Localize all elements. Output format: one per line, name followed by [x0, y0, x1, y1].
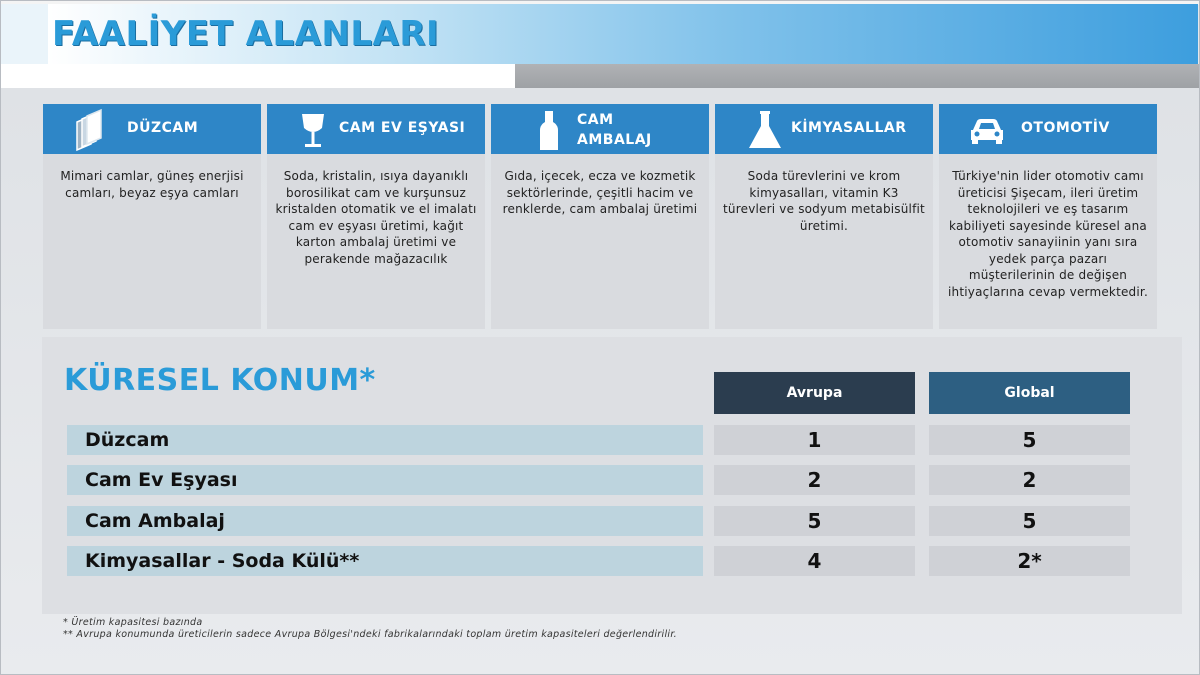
card-label: KİMYASALLAR: [791, 120, 907, 136]
column-header-global: Global: [929, 372, 1130, 414]
card-description: Mimari camlar, güneş enerjisi camları, beyaz eşya camları: [60, 169, 244, 200]
row-label-text: Cam Ambalaj: [85, 510, 225, 532]
page-title: FAALİYET ALANLARI: [52, 14, 440, 54]
cell-global: 5: [929, 506, 1130, 536]
ranking-title: KÜRESEL KONUM*: [64, 363, 376, 398]
footnote-2: ** Avrupa konumunda üreticilerin sadece Avrupa Bölgesi'ndeki fabrikalarındaki toplam üretim kapasiteleri değerlendirilir.: [63, 629, 677, 640]
card-label-line1: CAM: [577, 112, 614, 128]
cell-avrupa: 1: [714, 425, 915, 455]
card-label: DÜZCAM: [127, 120, 199, 136]
cell-global: 5: [929, 425, 1130, 455]
card-description: Soda, kristalin, ısıya dayanıklı borosilikat cam ve kurşunsuz kristalden otomatik ve el imalatı cam ev eşyası üretimi, kağıt karton ambalaj üretimi ve perakende mağazacılık: [275, 169, 477, 266]
cell-global: 2: [929, 465, 1130, 495]
card-label: OTOMOTİV: [1021, 120, 1110, 136]
cell-global: 2*: [929, 546, 1130, 576]
cell-avrupa: 4: [714, 546, 915, 576]
card-description: Türkiye'nin lider otomotiv camı üreticisi Şişecam, ileri üretim teknolojileri ve eş tasarım kabiliyeti sayesinde küresel ana otomotiv sanayiinin yanı sıra yedek parça pazarı müşterilerinin de değişen ihtiyaçlarına cevap vermektedir.: [948, 169, 1148, 299]
row-label-text: Düzcam: [85, 429, 170, 451]
row-label-text: Cam Ev Eşyası: [85, 469, 238, 491]
cell-avrupa: 5: [714, 506, 915, 536]
cell-avrupa: 2: [714, 465, 915, 495]
card-label-line2: AMBALAJ: [577, 132, 652, 148]
row-label-text: Kimyasallar - Soda Külü**: [85, 550, 360, 572]
column-header-avrupa: Avrupa: [714, 372, 915, 414]
card-description: Soda türevlerini ve krom kimyasalları, vitamin K3 türevleri ve sodyum metabisülfit üretimi.: [723, 169, 925, 233]
card-label: CAM EV EŞYASI: [339, 120, 466, 136]
footnote-1: * Üretim kapasitesi bazında: [63, 617, 203, 628]
card-description: Gıda, içecek, ecza ve kozmetik sektörlerinde, çeşitli hacim ve renklerde, cam ambalaj üretimi: [502, 169, 698, 216]
